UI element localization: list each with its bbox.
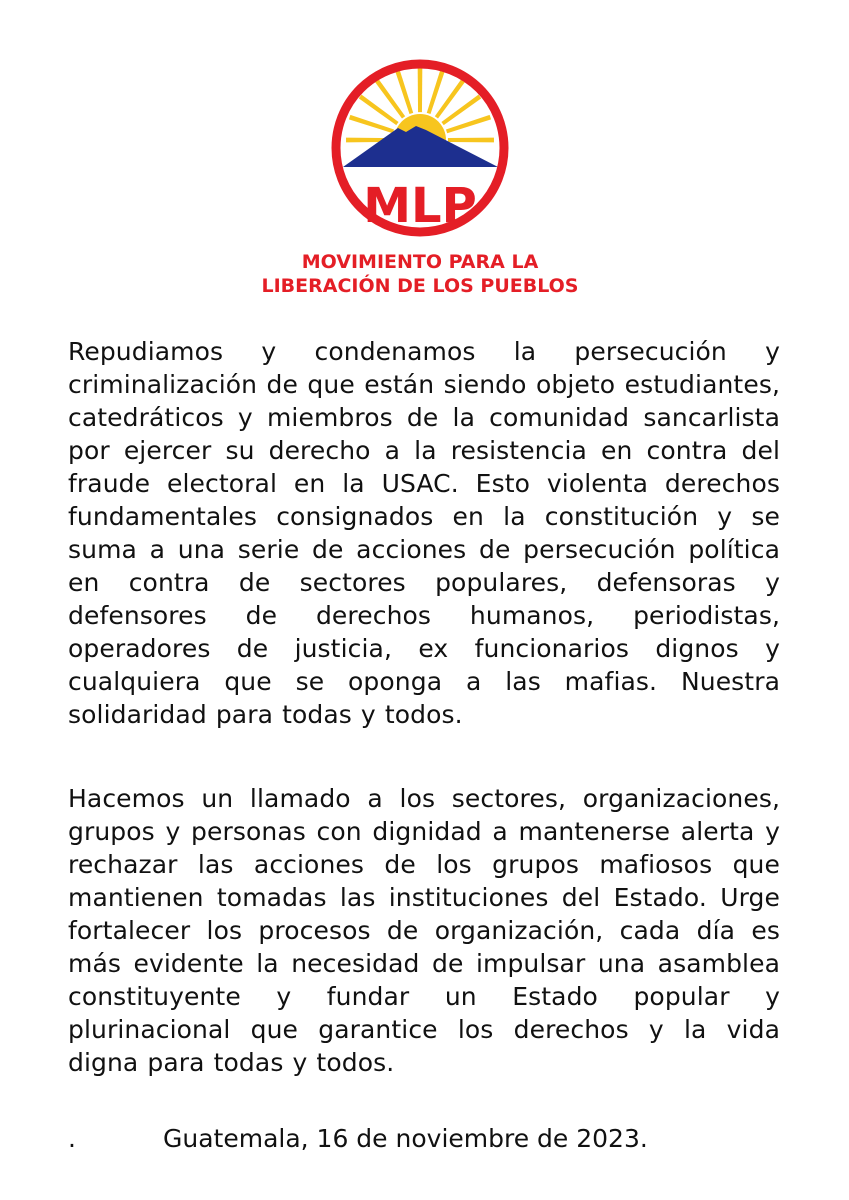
- mlp-logo: [248, 52, 593, 310]
- signoff-dot: .: [68, 1124, 76, 1153]
- logo-name-line1: MOVIMIENTO PARA LA: [301, 251, 539, 273]
- signoff: [68, 1122, 648, 1155]
- logo-name-line2: LIBERACIÓN DE LOS PUEBLOS: [261, 275, 579, 297]
- place-date: Guatemala, 16 de noviembre de 2023.: [163, 1124, 648, 1153]
- mlp-emblem-icon: [248, 52, 593, 310]
- sun-ray: [448, 138, 494, 143]
- statement-paragraph-1: Repudiamos y condenamos la persecución y criminalización de que están siendo objeto estudiantes, catedráticos y miembros de la comunidad sancarlista por ejercer su derecho a la resistencia en contra del fraude electoral en la USAC. Esto violenta derechos fundamentales consignados en la constitución y se suma a una serie de acciones de persecución política en contra de sectores populares, defensoras y defensores de derechos humanos, periodistas, operadores de justicia, ex funcionarios dignos y cualquiera que se oponga a las mafias. Nuestra solidaridad para todas y todos.: [68, 337, 780, 729]
- statement-paragraph-2: Hacemos un llamado a los sectores, organizaciones, grupos y personas con dignidad a mantenerse alerta y rechazar las acciones de los grupos mafiosos que mantienen tomadas las instituciones del Estado. Urge fortalecer los procesos de organización, cada día es más evidente la necesidad de impulsar una asamblea constituyente y fundar un Estado popular y plurinacional que garantice los derechos y la vida digna para todas y todos.: [68, 784, 780, 1077]
- sun-ray: [418, 66, 423, 112]
- logo-acronym: MLP: [363, 178, 477, 234]
- volcano-shape: [343, 126, 498, 167]
